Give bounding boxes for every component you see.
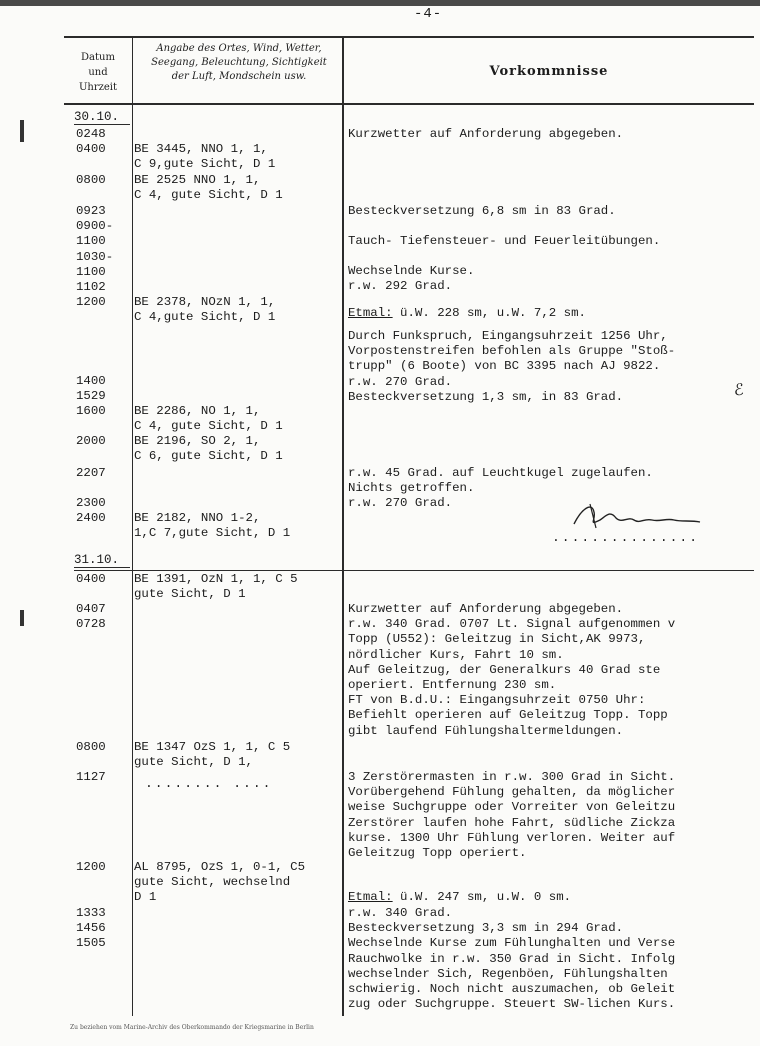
time-entry: 2207 bbox=[76, 466, 106, 480]
time-entry: 1333 1456 1505 bbox=[76, 906, 106, 951]
date-entry: 31.10. bbox=[74, 553, 130, 568]
event-entry: Kurzwetter auf Anforderung abgegeben. r.w. 340 Grad. 0707 Lt. Signal aufgenommen v Topp (U552): Geleitzug in Sicht,AK 9973, nördlicher Kurs, Fahrt 10 sm. Auf Geleitzug, der Generalkurs 40 Grad ste operiert. Entfernung 230 sm. FT von B.d.U.: Eingangsuhrzeit 0750 Uhr: Befiehlt operieren auf Geleitzug Topp. Topp gibt laufend Fühlungshaltermeldungen. bbox=[348, 602, 676, 738]
header-place-line: Angabe des Ortes, Wind, Wetter, bbox=[156, 43, 322, 54]
time-entry: 0400 bbox=[76, 142, 106, 156]
time-entry: 0800 bbox=[76, 740, 106, 754]
etmal-label: Etmal: bbox=[348, 306, 393, 320]
event-entry: r.w. 340 Grad. Besteckversetzung 3,3 sm in 294 Grad. Wechselnde Kurse zum Fühlunghalten und Verse Rauchwolke in r.w. 350 Grad in Sicht. Infolg wechselnder Sich, Regenböen, Fühlungshalten schwierig. Noch nicht auszumachen, ob Geleit zug oder Suchgruppe. Steuert SW-lichen Kurs. bbox=[348, 906, 676, 1012]
time-entry: 2300 2400 bbox=[76, 496, 106, 526]
event-entry: 3 Zerstörermasten in r.w. 300 Grad in Sicht. Vorübergehend Fühlung gehalten, da möglicher weise Suchgruppe oder Vorreiter von Geleitzu Zerstörer laufen hohe Fahrt, südliche Zickza kurse. 1300 Uhr Fühlung verloren. Weiter auf Geleitzug Topp operiert. bbox=[348, 770, 676, 861]
column-divider-place bbox=[342, 36, 344, 1016]
etmal-text: ü.W. 228 sm, u.W. 7,2 sm. bbox=[392, 306, 586, 320]
time-entry: 2000 bbox=[76, 434, 106, 448]
margin-mark: ℰ bbox=[734, 380, 744, 399]
place-entry: BE 1391, OzN 1, 1, C 5 gute Sicht, D 1 bbox=[134, 572, 298, 602]
header-events-column: Vorkommnisse bbox=[489, 64, 609, 79]
time-entry: 0400 bbox=[76, 572, 106, 586]
page-number: -4- bbox=[414, 6, 443, 22]
header-place-line: der Luft, Mondschein usw. bbox=[171, 71, 307, 82]
place-entry: BE 2182, NNO 1-2, 1,C 7,gute Sicht, D 1 bbox=[134, 511, 291, 541]
time-entry: 0923 0900- 1100 1030- 1100 1102 1200 bbox=[76, 204, 114, 310]
event-entry: Kurzwetter auf Anforderung abgegeben. bbox=[348, 127, 624, 141]
place-entry: BE 2378, NOzN 1, 1, C 4,gute Sicht, D 1 bbox=[134, 295, 276, 325]
place-entry: BE 2286, NO 1, 1, C 4, gute Sicht, D 1 bbox=[134, 404, 283, 434]
place-entry: BE 2525 NNO 1, 1, C 4, gute Sicht, D 1 bbox=[134, 173, 283, 203]
time-entry: 0407 0728 bbox=[76, 602, 106, 632]
time-entry: 0248 bbox=[76, 127, 106, 141]
event-entry: Durch Funkspruch, Eingangsuhrzeit 1256 Uhr, Vorpostenstreifen befohlen als Gruppe "Stoß- trupp" (6 Boote) von BC 3395 nach AJ 9822. r.w. 270 Grad. Besteckversetzung 1,3 sm, in 83 Grad. bbox=[348, 329, 676, 404]
time-entry: 1200 bbox=[76, 860, 106, 874]
event-entry: Wechselnde Kurse. r.w. 292 Grad. bbox=[348, 264, 475, 294]
time-entry: 0800 bbox=[76, 173, 106, 187]
event-entry: Besteckversetzung 6,8 sm in 83 Grad. bbox=[348, 204, 616, 218]
etmal-entry bbox=[348, 306, 758, 321]
scan-edge-stripe bbox=[0, 0, 760, 6]
scan-edge-mark bbox=[20, 120, 24, 142]
header-date-line: Datum bbox=[81, 52, 115, 63]
table-top-rule bbox=[64, 36, 754, 38]
time-entry: 1127 bbox=[76, 770, 106, 784]
place-entry: AL 8795, OzS 1, 0-1, C5 gute Sicht, wechselnd D 1 bbox=[134, 860, 306, 905]
header-place-line: Seegang, Beleuchtung, Sichtigkeit bbox=[151, 57, 327, 68]
event-entry: Tauch- Tiefensteuer- und Feuerleitübungen. bbox=[348, 234, 661, 248]
scan-edge-mark bbox=[20, 610, 24, 626]
day-separator-rule bbox=[74, 570, 754, 571]
handwritten-signature bbox=[570, 498, 720, 532]
header-date-column bbox=[64, 50, 132, 95]
time-entry: 1400 1529 1600 bbox=[76, 374, 106, 419]
header-date-line: und bbox=[88, 67, 108, 78]
column-divider-date bbox=[132, 36, 133, 1016]
header-date-line: Uhrzeit bbox=[78, 82, 118, 93]
header-bottom-rule bbox=[64, 103, 754, 105]
place-entry: BE 2196, SO 2, 1, C 6, gute Sicht, D 1 bbox=[134, 434, 283, 464]
dotted-line: ........ .... bbox=[145, 776, 273, 791]
date-entry: 30.10. bbox=[74, 110, 130, 125]
event-entry: r.w. 45 Grad. auf Leuchtkugel zugelaufen. Nichts getroffen. r.w. 270 Grad. bbox=[348, 466, 653, 511]
footer-note: Zu beziehen vom Marine-Archiv des Oberkommando der Kriegsmarine in Berlin bbox=[70, 1024, 314, 1031]
place-entry: BE 1347 OzS 1, 1, C 5 gute Sicht, D 1, bbox=[134, 740, 291, 770]
etmal-label: Etmal: bbox=[348, 890, 393, 904]
etmal-text: ü.W. 247 sm, u.W. 0 sm. bbox=[392, 890, 572, 904]
signature-dotted-line: ............... bbox=[552, 530, 700, 545]
place-entry: BE 3445, NNO 1, 1, C 9,gute Sicht, D 1 bbox=[134, 142, 276, 172]
header-place-column bbox=[135, 42, 343, 84]
etmal-entry bbox=[348, 890, 758, 905]
